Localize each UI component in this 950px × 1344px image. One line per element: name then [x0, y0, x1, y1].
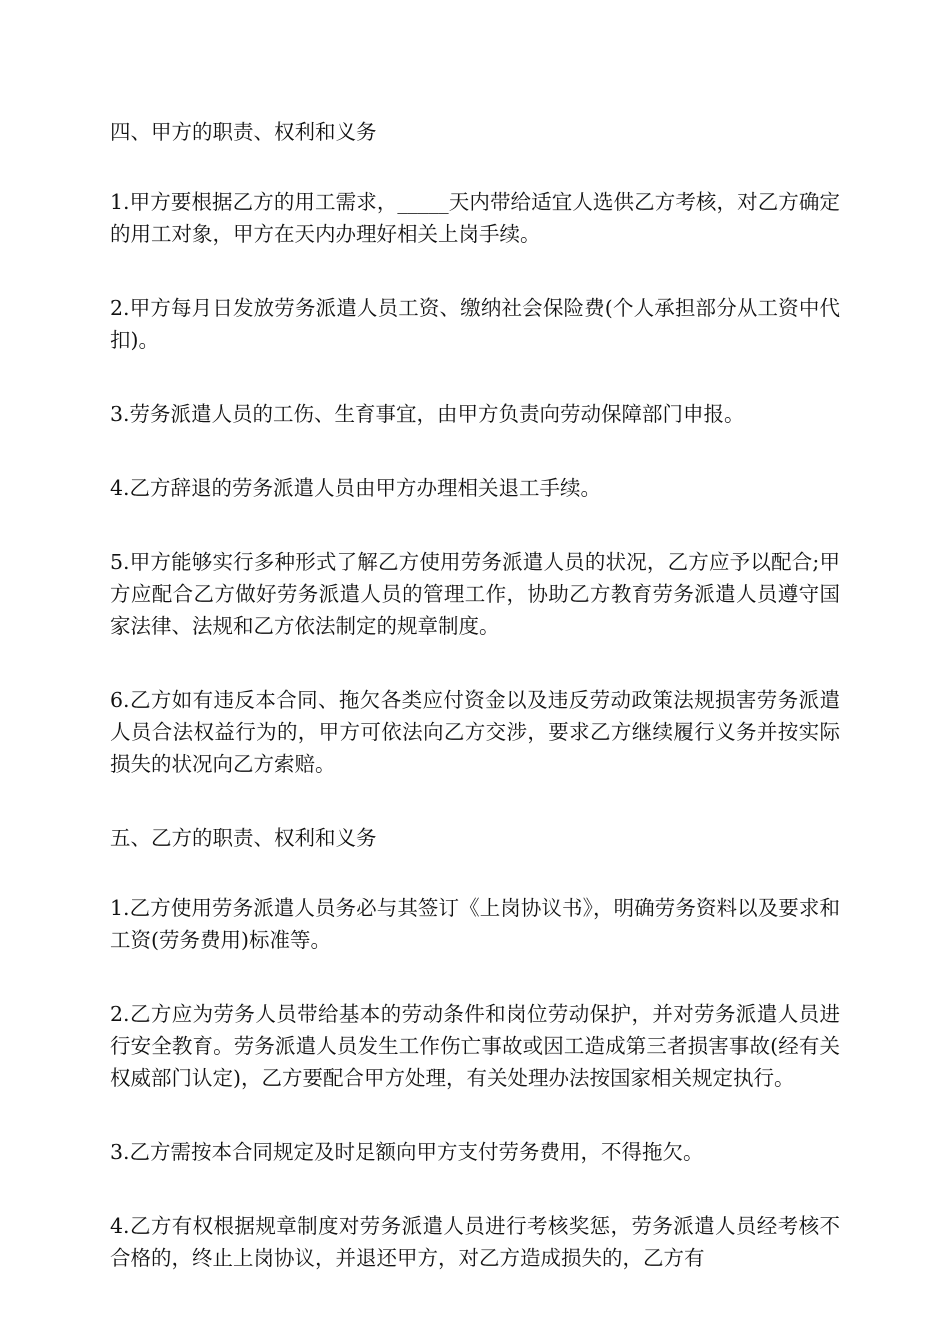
section-heading-5: 五、乙方的职责、权利和义务 [110, 826, 377, 850]
clause-4-1: 1.甲方要根据乙方的用工需求，_____天内带给适宜人选供乙方考核，对乙方确定的用工对象，甲方在天内办理好相关上岗手续。 [110, 190, 840, 246]
clause-4-5: 5.甲方能够实行多种形式了解乙方使用劳务派遣人员的状况，乙方应予以配合;甲方应配合乙方做好劳务派遣人员的管理工作，协助乙方教育劳务派遣人员遵守国家法律、法规和乙方依法制定的规章制度。 [110, 550, 840, 638]
clause-4-2: 2.甲方每月日发放劳务派遣人员工资、缴纳社会保险费(个人承担部分从工资中代扣)。 [110, 296, 840, 352]
clause-5-1: 1.乙方使用劳务派遣人员务必与其签订《上岗协议书》，明确劳务资料以及要求和工资(劳务费用)标准等。 [110, 896, 840, 952]
clause-4-4: 4.乙方辞退的劳务派遣人员由甲方办理相关退工手续。 [110, 476, 602, 500]
clause-5-2: 2.乙方应为劳务人员带给基本的劳动条件和岗位劳动保护，并对劳务派遣人员进行安全教育。劳务派遣人员发生工作伤亡事故或因工造成第三者损害事故(经有关权威部门认定)，乙方要配合甲方处理，有关处理办法按国家相关规定执行。 [110, 1002, 840, 1090]
clause-5-3: 3.乙方需按本合同规定及时足额向甲方支付劳务费用，不得拖欠。 [110, 1140, 704, 1164]
section-heading-4: 四、甲方的职责、权利和义务 [110, 120, 377, 144]
clause-4-3: 3.劳务派遣人员的工伤、生育事宜，由甲方负责向劳动保障部门申报。 [110, 402, 745, 426]
document-page [110, 116, 840, 1274]
clause-4-6: 6.乙方如有违反本合同、拖欠各类应付资金以及违反劳动政策法规损害劳务派遣人员合法权益行为的，甲方可依法向乙方交涉，要求乙方继续履行义务并按实际损失的状况向乙方索赔。 [110, 688, 840, 776]
clause-5-4: 4.乙方有权根据规章制度对劳务派遣人员进行考核奖惩，劳务派遣人员经考核不合格的，终止上岗协议，并退还甲方，对乙方造成损失的，乙方有 [110, 1214, 840, 1270]
